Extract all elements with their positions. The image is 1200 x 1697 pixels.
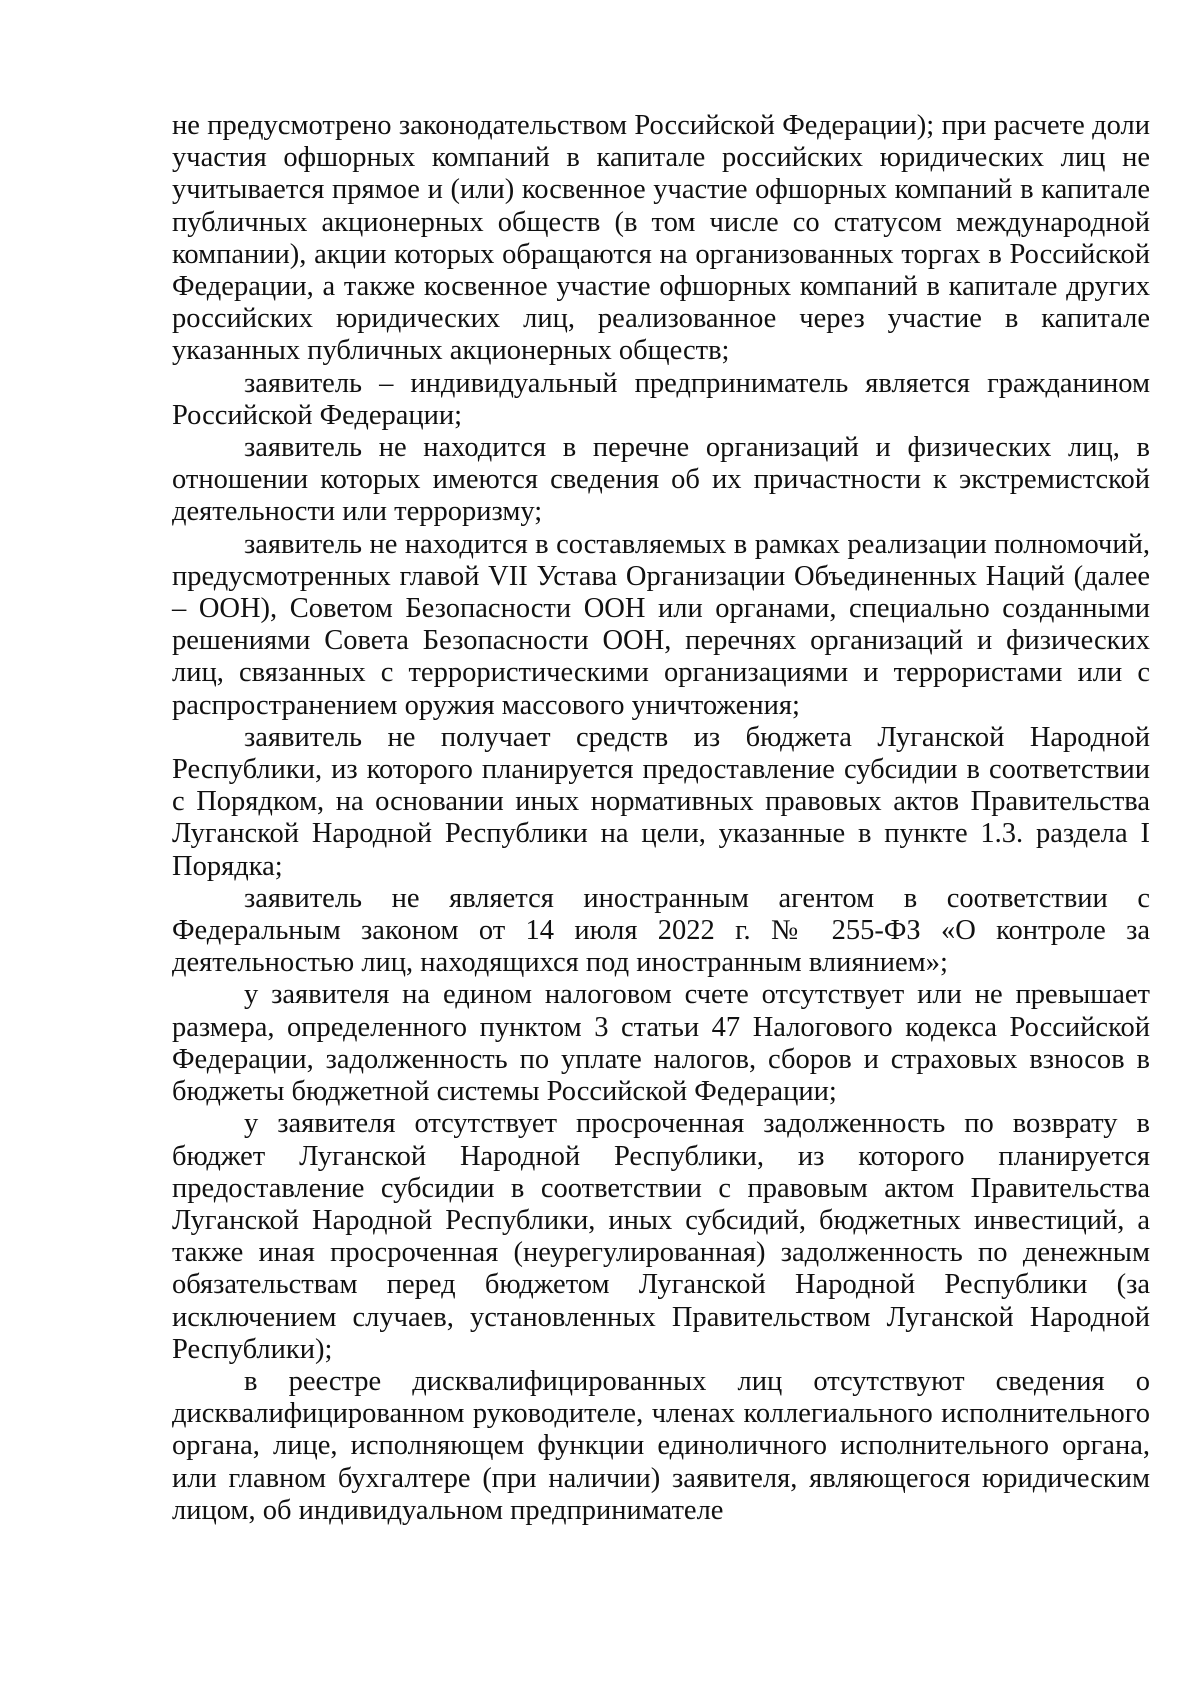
paragraph-foreign-agent: заявитель не является иностранным агентом в соответствии с Федеральным законом от 14 июля 2022 г. № 255-ФЗ «О контроле за деятельностью лиц, находящихся под иностранным влиянием»; (172, 882, 1150, 979)
paragraph-un-sanctions-list: заявитель не находится в составляемых в рамках реализации полномочий, предусмотренных главой VII Устава Организации Объединенных Наций (далее – ООН), Советом Безопасности ООН или органами, специально созданными решениями Совета Безопасности ООН, перечнях организаций и физических лиц, связанных с террористическими организациями и террористами или с распространением оружия массового уничтожения; (172, 528, 1150, 721)
paragraph-extremism-list: заявитель не находится в перечне организаций и физических лиц, в отношении которых имеются сведения об их причастности к экстремистской деятельности или терроризму; (172, 432, 1150, 528)
paragraph-no-other-funds: заявитель не получает средств из бюджета Луганской Народной Республики, из которого планируется предоставление субсидии в соответствии с Порядком, на основании иных нормативных правовых актов Правительства Луганской Народной Республики на цели, указанные в пункте 1.3. раздела I Порядка; (172, 721, 1150, 882)
document-body (172, 110, 1150, 1527)
paragraph-disqualified-registry: в реестре дисквалифицированных лиц отсутствуют сведения о дисквалифицированном руководителе, членах коллегиального исполнительного органа, лице, исполняющем функции единоличного исполнительного органа, или главном бухгалтере (при наличии) заявителя, являющегося юридическим лицом, об индивидуальном предпринимателе (172, 1365, 1150, 1526)
paragraph-overdue-debt: у заявителя отсутствует просроченная задолженность по возврату в бюджет Луганской Народной Республики, из которого планируется предоставление субсидии в соответствии с правовым актом Правительства Луганской Народной Республики, иных субсидий, бюджетных инвестиций, а также иная просроченная (неурегулированная) задолженность по денежным обязательствам перед бюджетом Луганской Народной Республики (за исключением случаев, установленных Правительством Луганской Народной Республики); (172, 1108, 1150, 1365)
paragraph-tax-debt: у заявителя на едином налоговом счете отсутствует или не превышает размера, определенного пунктом 3 статьи 47 Налогового кодекса Российской Федерации, задолженность по уплате налогов, сборов и страховых взносов в бюджеты бюджетной системы Российской Федерации; (172, 979, 1150, 1108)
paragraph-citizenship: заявитель – индивидуальный предприниматель является гражданином Российской Федерации; (172, 367, 1150, 431)
paragraph-offshore-continuation: не предусмотрено законодательством Российской Федерации); при расчете доли участия офшорных компаний в капитале российских юридических лиц не учитывается прямое и (или) косвенное участие офшорных компаний в капитале публичных акционерных обществ (в том числе со статусом международной компании), акции которых обращаются на организованных торгах в Российской Федерации, а также косвенное участие офшорных компаний в капитале других российских юридических лиц, реализованное через участие в капитале указанных публичных акционерных обществ; (172, 110, 1150, 367)
